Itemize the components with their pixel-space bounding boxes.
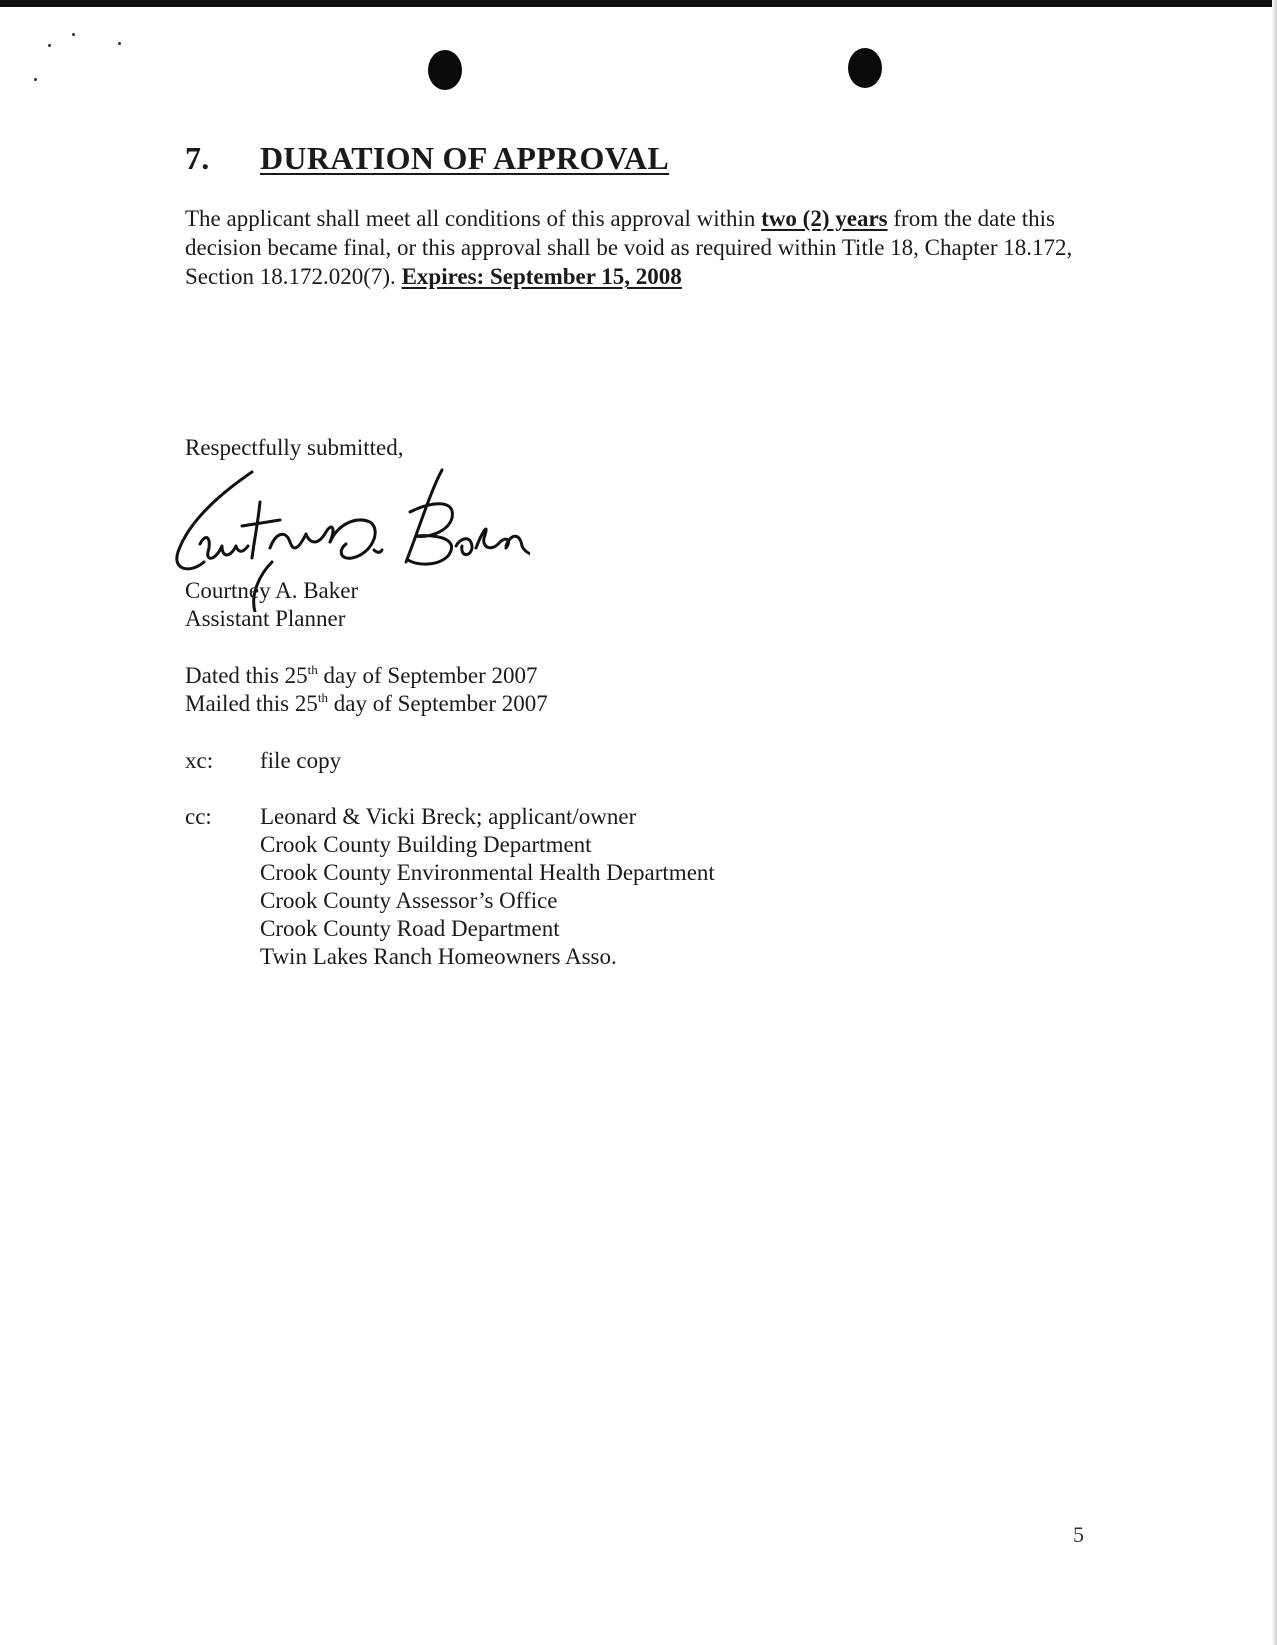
list-item: Crook County Building Department — [260, 832, 592, 857]
list-item: Leonard & Vicki Breck; applicant/owner — [260, 804, 637, 829]
list-item: Crook County Road Department — [260, 916, 560, 941]
paragraph-emphasis: two (2) years — [761, 206, 888, 231]
signer-name: Courtney A. Baker — [185, 578, 359, 603]
page-number: 5 — [1073, 1522, 1084, 1547]
cc-list — [260, 803, 715, 971]
punch-hole-left — [428, 50, 462, 90]
list-item: Crook County Assessor’s Office — [260, 888, 558, 913]
punch-hole-right — [848, 48, 882, 88]
scan-speck — [48, 44, 51, 47]
section-number: 7. — [185, 140, 210, 176]
closing-line: Respectfully submitted, — [185, 435, 404, 460]
scan-speck — [118, 42, 121, 45]
cc-label: cc: — [185, 804, 212, 829]
mailed-line: Mailed this 25th day of September 2007 — [185, 690, 548, 716]
dated-line: Dated this 25th day of September 2007 — [185, 662, 538, 688]
list-item: Twin Lakes Ranch Homeowners Asso. — [260, 944, 617, 969]
scan-top-edge — [0, 0, 1277, 7]
paragraph-text-2: from the date this decision became final, or this approval shall be void as required within Title 18, Chapter 18.172, Section 18.172.020(7). — [185, 206, 1073, 289]
scan-speck — [72, 33, 75, 36]
list-item: Crook County Environmental Health Department — [260, 860, 715, 885]
scan-speck — [34, 78, 37, 81]
approval-paragraph — [185, 204, 1085, 291]
xc-list — [260, 747, 341, 775]
list-item: file copy — [260, 748, 342, 773]
scan-right-edge — [1272, 0, 1277, 1645]
expiration-date: Expires: September 15, 2008 — [401, 264, 682, 289]
xc-label: xc: — [185, 748, 214, 773]
section-title: DURATION OF APPROVAL — [260, 140, 669, 176]
signer-title: Assistant Planner — [185, 606, 346, 631]
section-heading — [185, 140, 669, 177]
paragraph-text-1: The applicant shall meet all conditions of this approval within — [185, 206, 762, 231]
